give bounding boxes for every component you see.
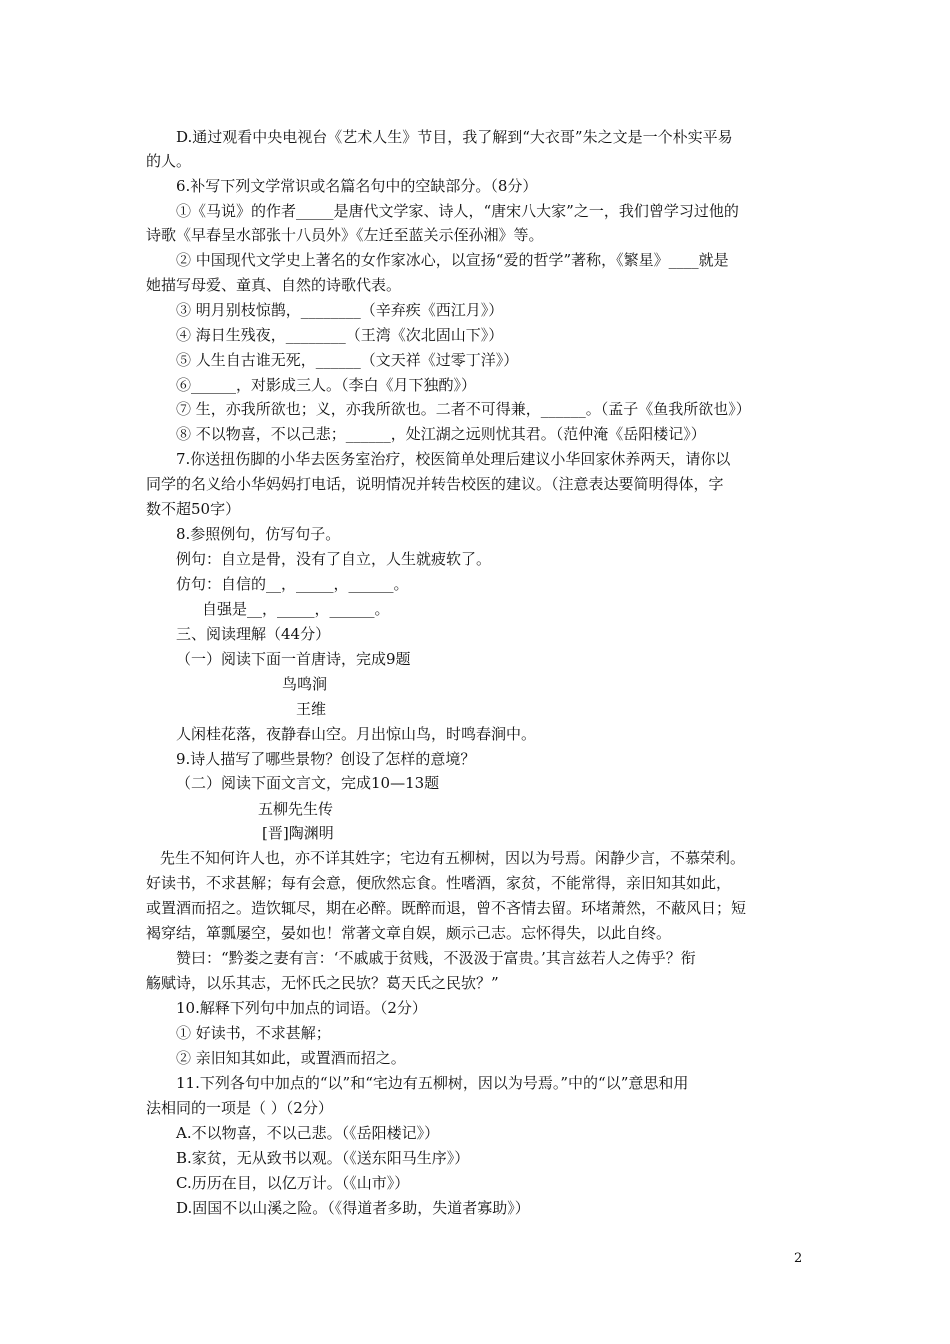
text-line: 仿句：自信的__，_____，______。 bbox=[176, 575, 409, 593]
text-line: 法相同的一项是（ ）（2分） bbox=[146, 1099, 333, 1117]
text-line: 的人。 bbox=[146, 152, 192, 170]
essay-paragraph-line: 好读书，不求甚解；每有会意，便欣然忘食。性嗜酒，家贫，不能常得，亲旧知其如此， bbox=[146, 874, 732, 892]
essay-author: [晋]陶渊明 bbox=[262, 824, 334, 842]
poem-author: 王维 bbox=[296, 700, 327, 718]
question-8-heading: 8.参照例句，仿写句子。 bbox=[176, 525, 341, 543]
question-10-heading: 10.解释下列句中加点的词语。（2分） bbox=[176, 999, 427, 1017]
text-line: ④ 海日生残夜，________（王湾《次北固山下》） bbox=[176, 326, 504, 344]
text-line: ③ 明月别枝惊鹊，________（辛弃疾《西江月》） bbox=[176, 301, 504, 319]
poem-text: 人闲桂花落，夜静春山空。月出惊山鸟，时鸣春涧中。 bbox=[176, 725, 537, 743]
text-line: 数不超50字） bbox=[146, 500, 241, 518]
text-line: ⑧ 不以物喜，不以己悲；______，处江湖之远则忧其君。（范仲淹《岳阳楼记》） bbox=[176, 425, 706, 443]
text-line: ② 亲旧知其如此，或置酒而招之。 bbox=[176, 1049, 406, 1067]
text-line: 诗歌《早春呈水部张十八员外》《左迁至蓝关示侄孙湘》等。 bbox=[146, 226, 544, 244]
essay-paragraph-line: 褐穿结，箪瓢屡空，晏如也！常著文章自娱，颇示己志。忘怀得失，以此自终。 bbox=[146, 924, 672, 942]
question-6-heading: 6.补写下列文学常识或名篇名句中的空缺部分。（8分） bbox=[176, 177, 538, 195]
essay-title: 五柳先生传 bbox=[258, 800, 334, 818]
option-c: C.历历在目，以亿万计。（《山市》） bbox=[176, 1174, 410, 1192]
question-7-text: 7.你送扭伤脚的小华去医务室治疗，校医简单处理后建议小华回家休养两天，请你以 bbox=[176, 450, 731, 468]
text-line: ①《马说》的作者_____是唐代文学家、诗人，“唐宋八大家”之一，我们曾学习过他的 bbox=[176, 202, 739, 220]
text-line: ⑥______，对影成三人。（李白《月下独酌》） bbox=[176, 376, 477, 394]
subsection-1-heading: （一）阅读下面一首唐诗，完成9题 bbox=[176, 650, 411, 668]
essay-paragraph-line: 或置酒而招之。造饮辄尽，期在必醉。既醉而退，曾不吝情去留。环堵萧然，不蔽风日；短 bbox=[146, 899, 747, 917]
poem-title: 鸟鸣涧 bbox=[282, 675, 328, 693]
option-a: A.不以物喜，不以己悲。（《岳阳楼记》） bbox=[176, 1124, 440, 1142]
page-number: 2 bbox=[794, 1251, 803, 1266]
text-line: ② 中国现代文学史上著名的女作家冰心，以宣扬“爱的哲学”著称，《繁星》____就是 bbox=[176, 251, 729, 269]
text-line-option-d: D.通过观看中央电视台《艺术人生》节目，我了解到“大衣哥”朱之文是一个朴实平易 bbox=[176, 128, 733, 146]
text-line: ⑦ 生，亦我所欲也；义，亦我所欲也。二者不可得兼，______。（孟子《鱼我所欲也》） bbox=[176, 400, 751, 418]
essay-paragraph-line: 觞赋诗，以乐其志，无怀氏之民欤？葛天氏之民欤？” bbox=[146, 974, 499, 992]
option-d: D.固国不以山溪之险。（《得道者多助，失道者寡助》） bbox=[176, 1199, 530, 1217]
essay-paragraph-line: 赞曰：“黔娄之妻有言：‘不戚戚于贫贱，不汲汲于富贵。’其言兹若人之俦乎？衔 bbox=[176, 949, 696, 967]
essay-paragraph-line: 先生不知何许人也，亦不详其姓字；宅边有五柳树，因以为号焉。闲静少言，不慕荣利。 bbox=[160, 849, 746, 867]
text-line: 自强是__，_____，______。 bbox=[202, 600, 390, 618]
text-line: 同学的名义给小华妈妈打电话，说明情况并转告校医的建议。（注意表达要简明得体，字 bbox=[146, 475, 724, 493]
section-3-heading: 三、阅读理解（44分） bbox=[176, 625, 331, 643]
text-line: ⑤ 人生自古谁无死，______（文天祥《过零丁洋》） bbox=[176, 351, 519, 369]
subsection-2-heading: （二）阅读下面文言文，完成10—13题 bbox=[176, 774, 440, 792]
option-b: B.家贫，无从致书以观。（《送东阳马生序》） bbox=[176, 1149, 470, 1167]
text-line: 例句：自立是骨，没有了自立，人生就疲软了。 bbox=[176, 550, 492, 568]
question-9: 9.诗人描写了哪些景物？创设了怎样的意境？ bbox=[176, 750, 476, 768]
text-line: ① 好读书，不求甚解； bbox=[176, 1024, 331, 1042]
text-line: 她描写母爱、童真、自然的诗歌代表。 bbox=[146, 276, 402, 294]
question-11-heading: 11.下列各句中加点的“以”和“宅边有五柳树，因以为号焉。”中的“以”意思和用 bbox=[176, 1074, 689, 1092]
